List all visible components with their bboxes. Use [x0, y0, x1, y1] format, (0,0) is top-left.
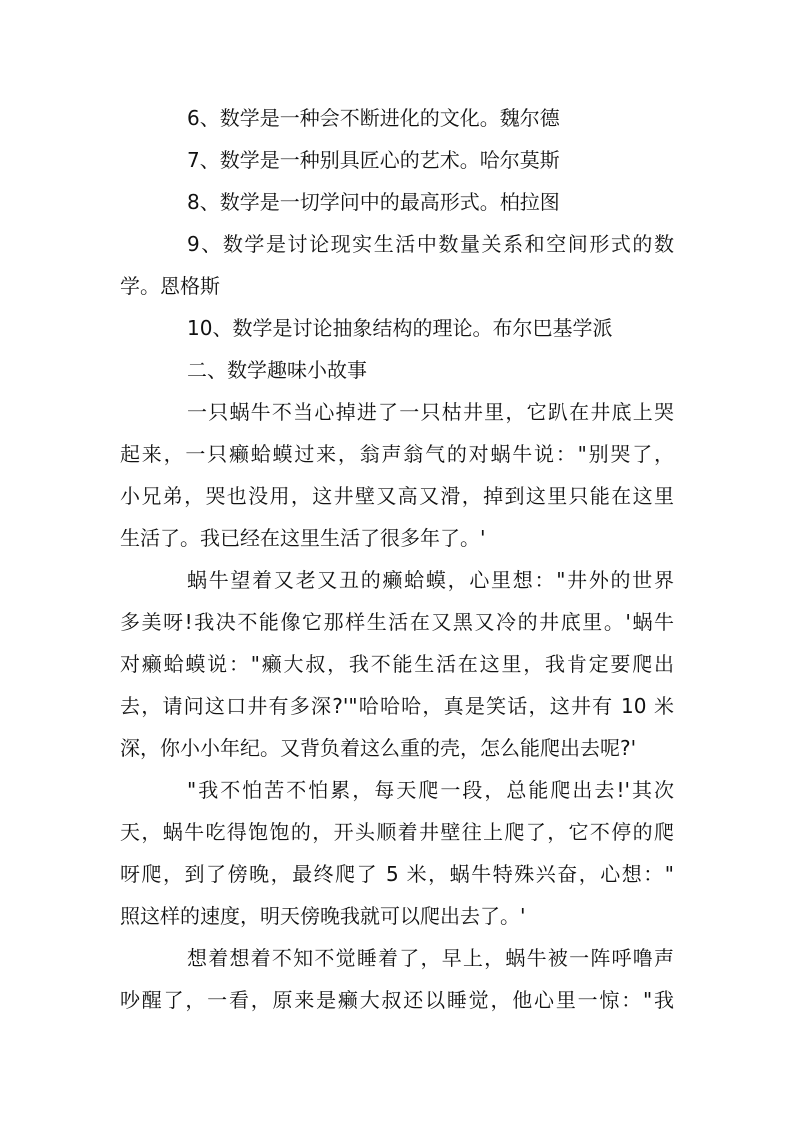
section-heading: 二、数学趣味小故事	[187, 358, 367, 382]
story-line: 吵醒了，一看，原来是癞大叔还以睡觉，他心里一惊："我	[120, 988, 674, 1012]
story-line: 起来，一只癞蛤蟆过来，翁声翁气的对蜗牛说："别哭了，	[120, 442, 674, 466]
story-line: "我不怕苦不怕累，每天爬一段，总能爬出去!'其次	[187, 778, 674, 802]
story-line: 天，蜗牛吃得饱饱的，开头顺着井壁往上爬了，它不停的爬	[120, 820, 674, 844]
quote-line: 6、数学是一种会不断进化的文化。魏尔德	[187, 106, 560, 130]
quote-line: 7、数学是一种别具匠心的艺术。哈尔莫斯	[187, 148, 560, 172]
story-line: 对癞蛤蟆说："癞大叔，我不能生活在这里，我肯定要爬出	[120, 652, 674, 676]
quote-line: 9、数学是讨论现实生活中数量关系和空间形式的数	[187, 232, 674, 256]
story-line: 蜗牛望着又老又丑的癞蛤蟆，心里想："井外的世界	[187, 568, 674, 592]
story-line: 深，你小小年纪。又背负着这么重的壳，怎么能爬出去呢?'	[120, 736, 637, 760]
story-line: 一只蜗牛不当心掉进了一只枯井里，它趴在井底上哭	[187, 400, 674, 424]
quote-line: 10、数学是讨论抽象结构的理论。布尔巴基学派	[187, 316, 613, 340]
story-line: 生活了。我已经在这里生活了很多年了。'	[120, 526, 486, 550]
story-line: 小兄弟，哭也没用，这井壁又高又滑，掉到这里只能在这里	[120, 484, 674, 508]
story-line: 去，请问这口井有多深?'"哈哈哈，真是笑话，这井有 10 米	[120, 694, 674, 718]
story-line: 呀爬，到了傍晚，最终爬了 5 米，蜗牛特殊兴奋，心想："	[120, 862, 674, 886]
quote-line: 8、数学是一切学问中的最高形式。柏拉图	[187, 190, 560, 214]
story-line: 多美呀!我决不能像它那样生活在又黑又冷的井底里。'蜗牛	[120, 610, 674, 634]
story-line: 照这样的速度，明天傍晚我就可以爬出去了。'	[120, 904, 526, 928]
story-line: 想着想着不知不觉睡着了，早上，蜗牛被一阵呼噜声	[187, 946, 674, 970]
quote-line: 学。恩格斯	[120, 274, 220, 298]
